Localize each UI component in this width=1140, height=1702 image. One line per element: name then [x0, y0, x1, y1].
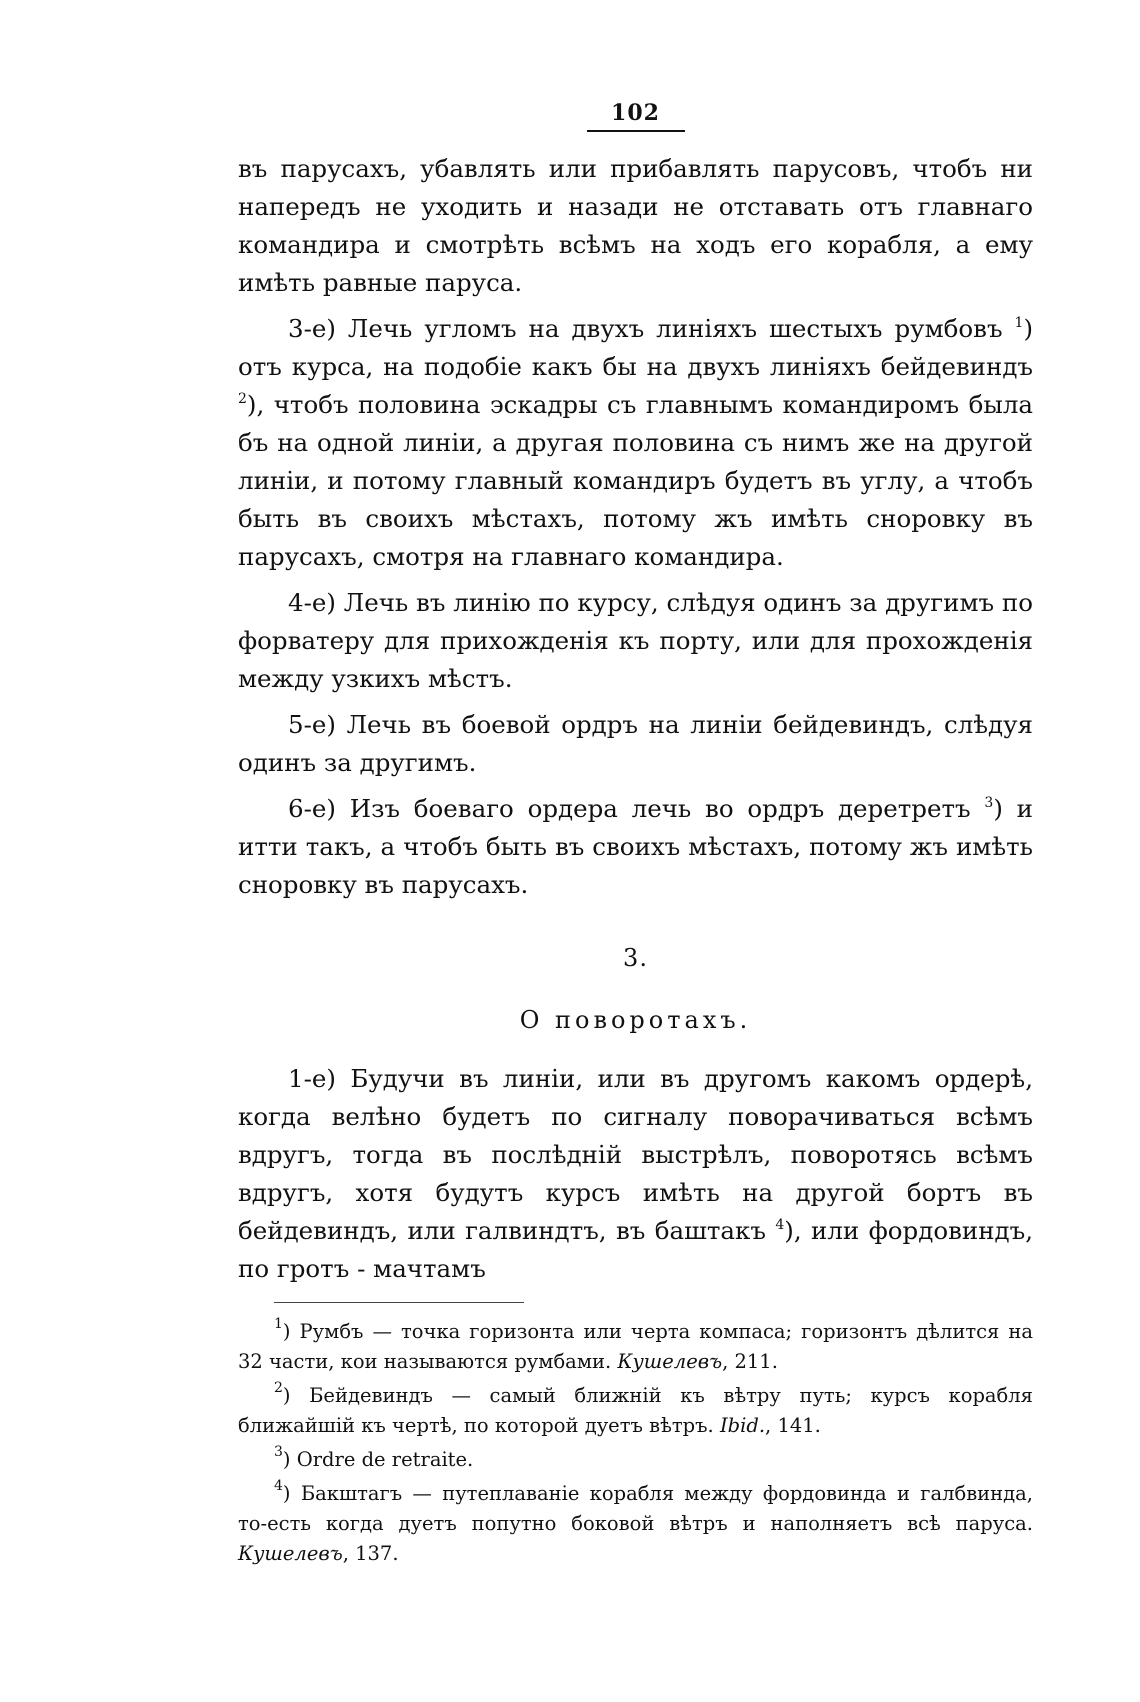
- paragraph-item-4: 4-е) Лечь въ линію по курсу, слѣдуя одинъ за другимъ по форватеру для прихожденія къ порту, или для прохожденія между узкихъ мѣстъ.: [238, 588, 1033, 693]
- footnote-text: ) Румбъ — точка горизонта или черта компаса; горизонтъ дѣлится на 32 части, кои называются румбами.: [238, 1320, 1033, 1373]
- paragraph-continuation: въ парусахъ, убавлять или прибавлять парусовъ, чтобъ ни напередъ не уходить и назади не отставать отъ главнаго командира и смотрѣть всѣмъ на ходъ его корабля, а ему имѣть равные паруса.: [238, 154, 1033, 297]
- footnote-tail: , 141.: [765, 1414, 821, 1437]
- paragraph-item-3: [238, 310, 1033, 576]
- footnote-ref-2: 2: [238, 391, 247, 407]
- paragraph-item-6: [238, 790, 1033, 904]
- footnote-text: ) Бейдевиндъ — самый ближній къ вѣтру путь; курсъ корабля ближайшій къ чертѣ, по которой дуетъ вѣтръ.: [238, 1384, 1033, 1437]
- paragraph-section-item-1: [238, 1060, 1033, 1288]
- footnote-2: [238, 1381, 1033, 1441]
- footnote-divider: [274, 1302, 524, 1303]
- footnote-tail: , 137.: [342, 1542, 399, 1565]
- footnote-4: [238, 1479, 1033, 1569]
- footnote-mark: 1: [274, 1316, 283, 1332]
- paragraph-text: ), или фордовиндъ, по гротъ - мачтамъ: [238, 1216, 1033, 1283]
- paragraph-text: ) отъ курса, на подобіе какъ бы на двухъ линіяхъ бейдевиндъ: [238, 314, 1033, 381]
- section-title: О поворотахъ.: [519, 1006, 752, 1034]
- paragraph-text: ) и итти такъ, а чтобъ быть въ своихъ мѣстахъ, потому жъ имѣть сноровку въ парусахъ.: [238, 794, 1033, 899]
- paragraph-text: 6-е) Изъ боеваго ордера лечь во ордръ деретретъ: [288, 794, 985, 823]
- footnote-ref-3: 3: [984, 795, 994, 811]
- footnote-text: ) Ordre de retraite.: [282, 1448, 474, 1471]
- paragraph-item-5: 5-е) Лечь въ боевой ордръ на линіи бейдевиндъ, слѣдуя одинъ за другимъ.: [238, 710, 1033, 777]
- paragraph-text: 1-е) Будучи въ линіи, или въ другомъ какомъ ордерѣ, когда велѣно будетъ по сигналу поворачиваться всѣмъ вдругъ, тогда въ послѣдній выстрѣлъ, поворотясь всѣмъ вдругъ, хотя будутъ курсъ имѣть на другой бортъ въ бейдевиндъ, или галвиндтъ, въ баштакъ: [238, 1064, 1033, 1245]
- footnote-ref-1: 1: [1014, 315, 1024, 331]
- page-number: 102: [611, 100, 660, 126]
- book-page: [238, 100, 1033, 1573]
- footnote-ref-4: 4: [775, 1217, 785, 1233]
- page-number-underline: [587, 130, 685, 132]
- footnote-source: Кушелевъ: [617, 1350, 723, 1373]
- footnote-1: [238, 1317, 1033, 1377]
- footnote-mark: 4: [274, 1478, 283, 1494]
- footnote-mark: 2: [274, 1380, 283, 1396]
- paragraph-text: ), чтобъ половина эскадры съ главнымъ командиромъ была бъ на одной линіи, а другая половина съ нимъ же на другой линіи, и потому главный командиръ будетъ въ углу, а чтобъ быть въ своихъ мѣстахъ, потому жъ имѣть сноровку въ парусахъ, смотря на главнаго командира.: [238, 390, 1033, 571]
- footnote-source: Ibid.: [719, 1414, 766, 1437]
- footnote-tail: , 211.: [722, 1350, 778, 1373]
- footnote-3: [238, 1445, 1033, 1475]
- footnote-text: ) Бакштагъ — путеплаваніе корабля между фордовинда и галбвинда, то-есть когда дуетъ попутно боковой вѣтръ и наполняетъ всѣ паруса.: [238, 1482, 1033, 1535]
- footnote-mark: 3: [274, 1444, 283, 1460]
- section-number: 3.: [623, 944, 648, 972]
- footnote-source: Кушелевъ: [238, 1542, 343, 1565]
- paragraph-text: 3-е) Лечь угломъ на двухъ линіяхъ шестыхъ румбовъ: [288, 314, 1015, 343]
